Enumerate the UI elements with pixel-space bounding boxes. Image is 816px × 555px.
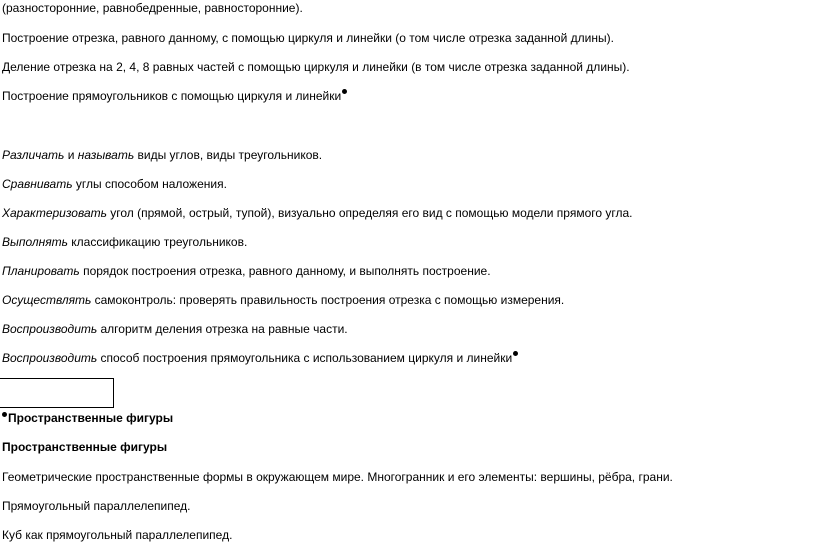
activity-item xyxy=(2,263,491,279)
paragraph-text: Построение отрезка, равного данному, с помощью циркуля и линейки (о том числе отрезка заданной длины). xyxy=(2,31,614,45)
paragraph-cube xyxy=(2,527,232,543)
paragraph-triangle-types xyxy=(2,0,303,16)
section-heading-text: Пространственные фигуры xyxy=(2,440,168,454)
activity-item xyxy=(2,147,322,163)
activity-verb: Характеризовать xyxy=(2,206,107,220)
activity-item xyxy=(2,205,633,221)
activity-verb: Планировать xyxy=(2,264,80,278)
activity-text: порядок построения отрезка, равного данному, и выполнять построение. xyxy=(79,264,491,278)
activity-text: алгоритм деления отрезка на равные части. xyxy=(97,322,348,336)
paragraph-text: Куб как прямоугольный параллелепипед. xyxy=(2,528,233,542)
bullet-icon xyxy=(513,351,518,356)
activity-conj: и xyxy=(64,148,78,162)
activity-text: угол (прямой, острый, тупой), визуально определяя его вид с помощью модели прямого угла. xyxy=(106,206,633,220)
paragraph-parallelepiped xyxy=(2,498,190,514)
paragraph-text: Построение прямоугольников с помощью циркуля и линейки xyxy=(2,89,342,103)
activity-verb: называть xyxy=(77,148,135,162)
section-heading xyxy=(2,410,173,426)
activity-verb: Воспроизводить xyxy=(2,322,98,336)
activity-text: способ построения прямоугольника с использованием циркуля и линейки xyxy=(97,351,513,365)
activity-verb: Выполнять xyxy=(2,235,68,249)
paragraph-text: Прямоугольный параллелепипед. xyxy=(2,499,191,513)
activity-item xyxy=(2,321,348,337)
activity-verb: Сравнивать xyxy=(2,177,73,191)
paragraph-polyhedron xyxy=(2,469,673,485)
bullet-icon xyxy=(2,412,7,417)
paragraph-segment-division xyxy=(2,59,630,75)
activity-text: самоконтроль: проверять правильность построения отрезка с помощью измерения. xyxy=(91,293,565,307)
activity-text: виды углов, виды треугольников. xyxy=(134,148,323,162)
paragraph-text: Деление отрезка на 2, 4, 8 равных частей с помощью циркуля и линейки (в том числе отрезка заданной длины). xyxy=(2,60,630,74)
paragraph-rectangle-construction xyxy=(2,88,347,104)
activity-text: классификацию треугольников. xyxy=(67,235,248,249)
activity-verb: Осуществлять xyxy=(2,293,92,307)
bullet-icon xyxy=(342,89,347,94)
activity-text: углы способом наложения. xyxy=(72,177,227,191)
empty-table-cell xyxy=(0,378,114,408)
activity-verb: Воспроизводить xyxy=(2,351,98,365)
paragraph-segment-construction xyxy=(2,30,614,46)
paragraph-text: (разносторонние, равнобедренные, равносторонние). xyxy=(2,1,303,15)
activity-item xyxy=(2,292,564,308)
activity-item xyxy=(2,176,227,192)
activity-verb: Различать xyxy=(2,148,65,162)
paragraph-text: Геометрические пространственные формы в окружающем мире. Многогранник и его элементы: вершины, рёбра, грани. xyxy=(2,470,673,484)
activity-item xyxy=(2,350,518,366)
section-heading xyxy=(2,439,167,455)
section-heading-text: Пространственные фигуры xyxy=(8,411,174,425)
activity-item xyxy=(2,234,247,250)
